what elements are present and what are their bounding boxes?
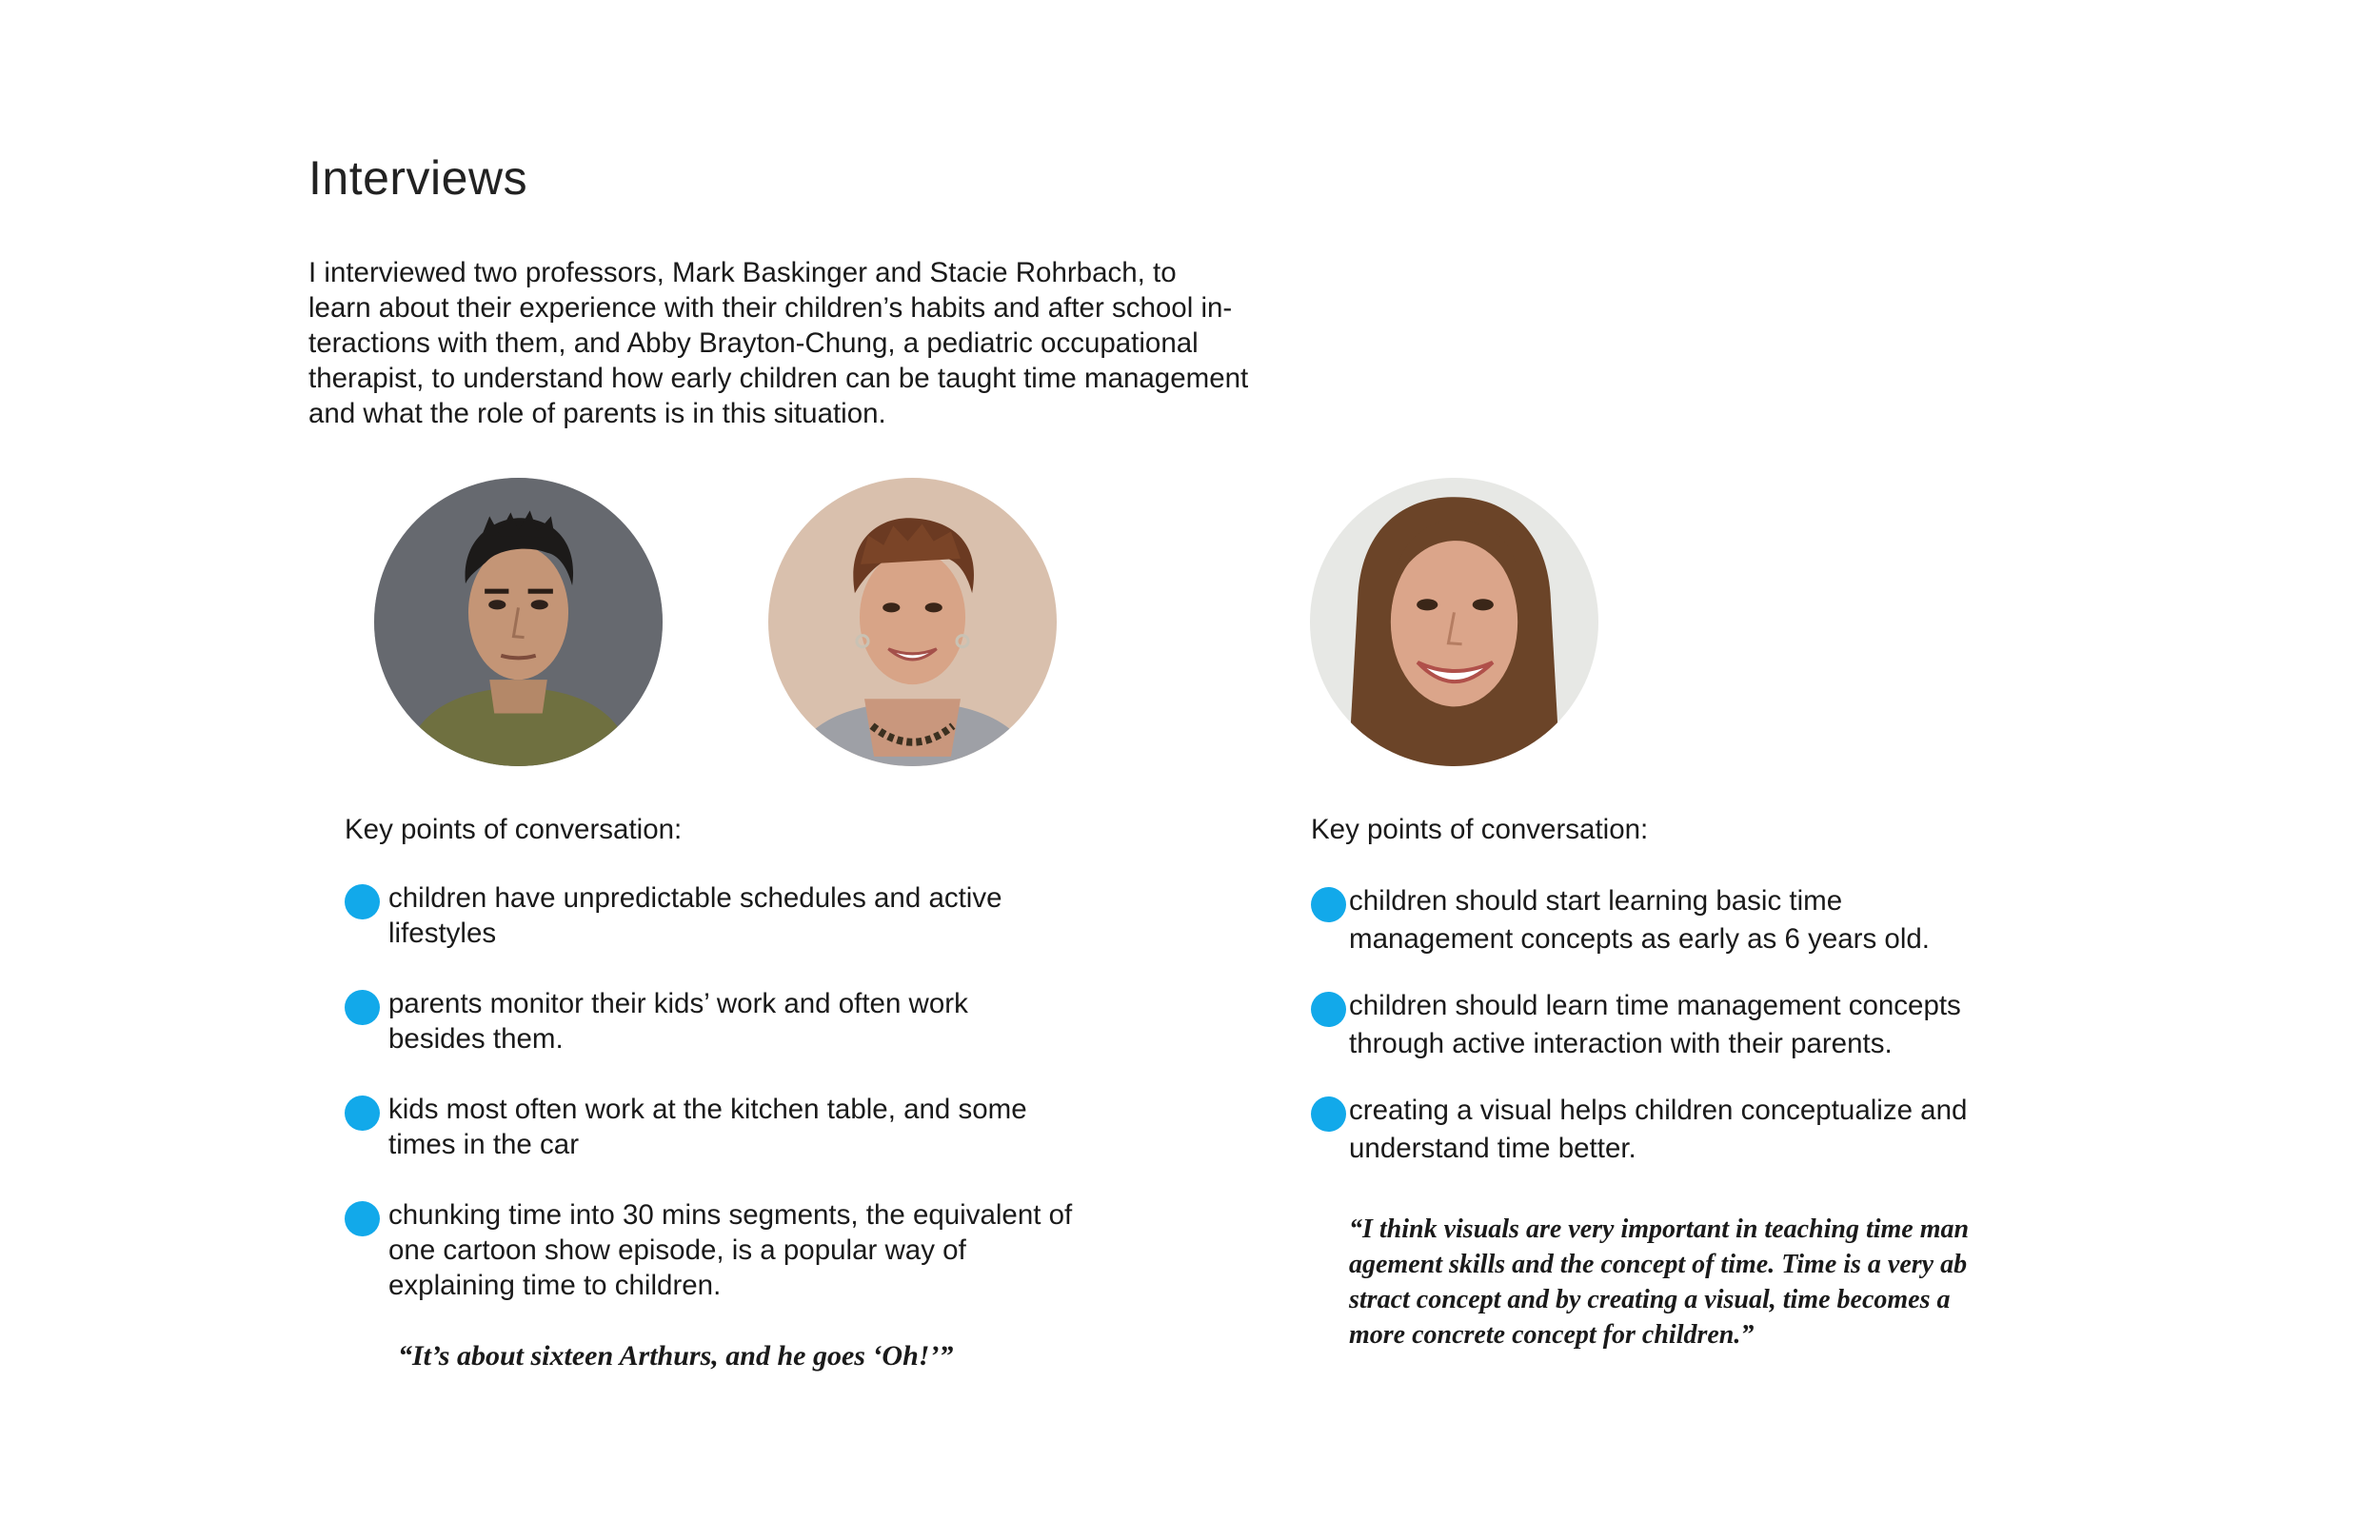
bullet-icon [345, 884, 380, 919]
intro-line: learn about their experience with their children’s habits and after school in- [308, 292, 1233, 324]
point-text [388, 1197, 1125, 1303]
portrait-mark-baskinger [374, 478, 663, 766]
list-item [1311, 987, 2092, 1063]
key-points-heading: Key points of conversation: [345, 814, 683, 845]
intro-line: teractions with them, and Abby Brayton-Chung, a pediatric occupational [308, 327, 1199, 359]
key-points-heading: Key points of conversation: [1311, 814, 1649, 845]
point-text [1349, 987, 2092, 1063]
point-text [388, 1092, 1125, 1162]
portrait-abby-brayton-chung [1310, 478, 1598, 766]
bullet-icon [345, 1201, 380, 1236]
point-line: one cartoon show episode, is a popular way of [388, 1234, 966, 1266]
list-item [345, 1197, 1125, 1303]
point-line: children should start learning basic time [1349, 885, 1843, 917]
point-line: children should learn time management concepts [1349, 990, 1961, 1021]
bullet-icon [1311, 887, 1346, 922]
page-title: Interviews [308, 151, 528, 205]
bullet-icon [1311, 1096, 1346, 1132]
point-line: management concepts as early as 6 years old. [1349, 923, 1930, 955]
key-points-left [345, 812, 1125, 1303]
quote-right [1349, 1212, 1969, 1352]
point-line: kids most often work at the kitchen table, and some [388, 1094, 1027, 1125]
portrait-image [374, 478, 663, 766]
intro-line: I interviewed two professors, Mark Baskinger and Stacie Rohrbach, to [308, 257, 1177, 288]
point-line: chunking time into 30 mins segments, the equivalent of [388, 1199, 1073, 1231]
point-line: creating a visual helps children conceptualize and [1349, 1095, 1968, 1126]
list-item [345, 986, 1125, 1056]
portrait-image [768, 478, 1057, 766]
portrait-image [1310, 478, 1598, 766]
point-text [388, 986, 1125, 1056]
point-line: times in the car [388, 1129, 580, 1160]
point-text [1349, 882, 2092, 958]
key-points-list [1311, 882, 2092, 1168]
list-item [1311, 882, 2092, 958]
point-line: understand time better. [1349, 1133, 1636, 1164]
bullet-icon [345, 990, 380, 1025]
bullet-icon [1311, 992, 1346, 1027]
intro-line: therapist, to understand how early children can be taught time management [308, 363, 1249, 394]
key-points-right [1311, 812, 2092, 1168]
quote-line: “I think visuals are very important in teaching time man [1349, 1214, 1970, 1244]
point-text [388, 880, 1125, 951]
intro-line: and what the role of parents is in this situation. [308, 398, 886, 429]
point-line: besides them. [388, 1023, 564, 1055]
point-line: explaining time to children. [388, 1270, 722, 1301]
quote-left: “It’s about sixteen Arthurs, and he goes ‘Oh!’” [398, 1340, 954, 1372]
point-text [1349, 1092, 2092, 1168]
portrait-stacie-rohrbach [768, 478, 1057, 766]
point-line: children have unpredictable schedules and active [388, 882, 1002, 914]
bullet-icon [345, 1096, 380, 1131]
point-line: parents monitor their kids’ work and often work [388, 988, 968, 1019]
quote-line: agement skills and the concept of time. Time is a very ab [1349, 1250, 1968, 1279]
list-item [1311, 1092, 2092, 1168]
list-item [345, 1092, 1125, 1162]
intro-paragraph [308, 255, 1275, 431]
quote-line: more concrete concept for children.” [1349, 1320, 1755, 1350]
list-item [345, 880, 1125, 951]
key-points-list [345, 880, 1125, 1303]
point-line: through active interaction with their parents. [1349, 1028, 1893, 1059]
point-line: lifestyles [388, 918, 497, 949]
quote-line: stract concept and by creating a visual, time becomes a [1349, 1285, 1951, 1314]
